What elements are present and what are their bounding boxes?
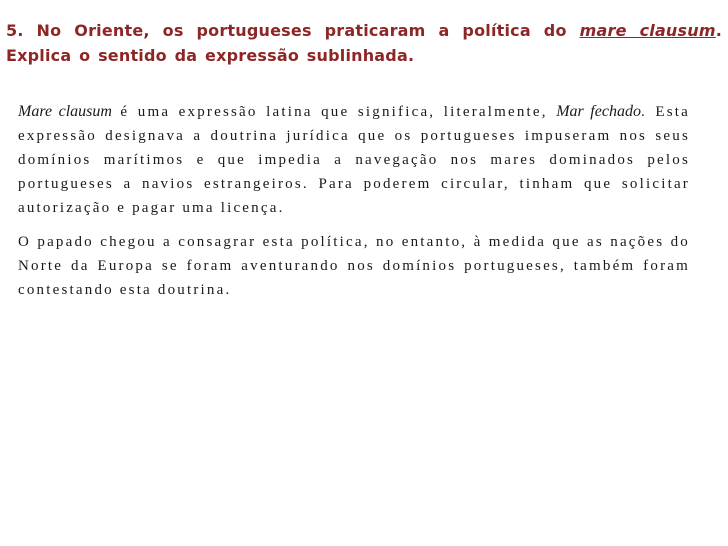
answer-text-1: é uma expressão latina que significa, literalmente, bbox=[111, 104, 557, 120]
term-mare-clausum: Mare clausum bbox=[18, 103, 112, 120]
answer-text-2: . Esta expressão designava a doutrina jurídica que os portugueses impuseram nos seus domínios marítimos e que impedia a navegação nos mares dominados pelos portugueses a navios estrangeiros. Para poderem circular, tinham que solicitar autorização e pagar uma licença. bbox=[18, 104, 691, 216]
question-heading bbox=[6, 18, 722, 68]
answer-body bbox=[18, 100, 690, 312]
question-suffix: . Explica o sentido da expressão sublinhada. bbox=[6, 21, 722, 65]
term-mar-fechado: Mar fechado bbox=[556, 103, 641, 120]
highlighted-expression: mare clausum bbox=[579, 21, 716, 40]
question-prefix: 5. No Oriente, os portugueses praticaram a política do bbox=[6, 21, 580, 40]
answer-paragraph-1 bbox=[18, 100, 690, 220]
answer-paragraph-2: O papado chegou a consagrar esta política, no entanto, à medida que as nações do Norte da Europa se foram aventurando nos domínios portugueses, também foram contestando esta doutrina. bbox=[18, 234, 690, 298]
